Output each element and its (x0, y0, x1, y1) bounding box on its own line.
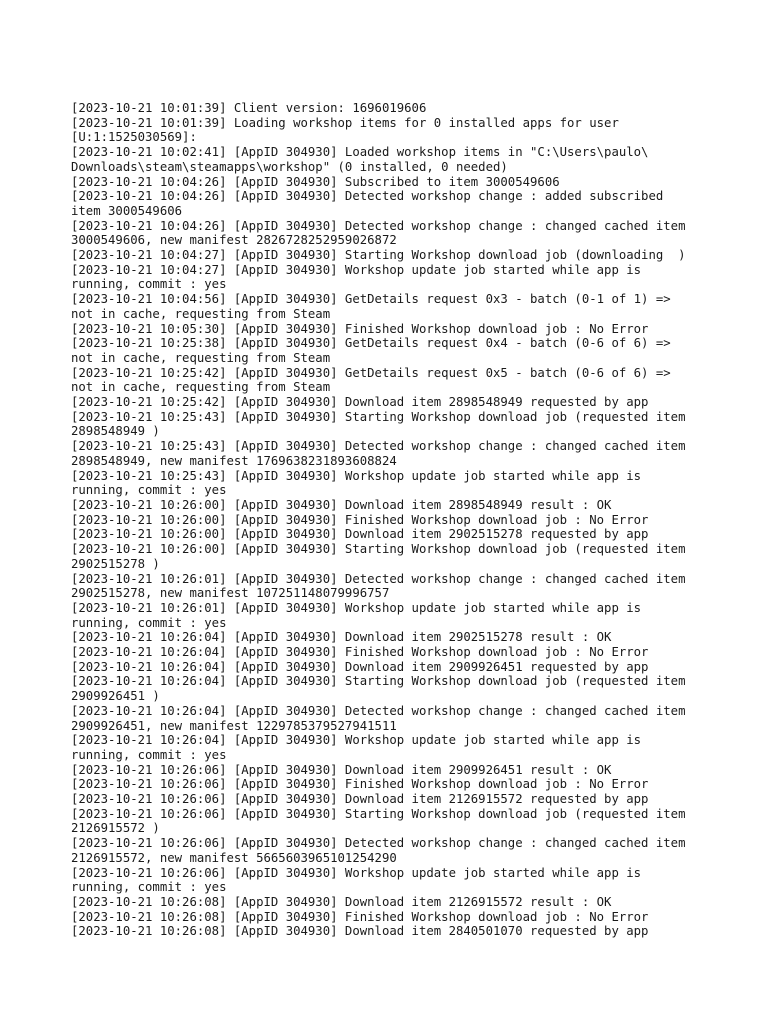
log-line: running, commit : yes (71, 277, 227, 292)
log-line: 2909926451, new manifest 1229785379527941511 (71, 718, 397, 733)
log-line: [2023-10-21 10:01:39] Loading workshop items for 0 installed apps for user (71, 115, 619, 130)
log-line: [2023-10-21 10:04:26] [AppID 304930] Subscribed to item 3000549606 (71, 174, 560, 189)
log-line: [2023-10-21 10:26:04] [AppID 304930] Download item 2909926451 requested by app (71, 659, 649, 674)
log-line: [2023-10-21 10:26:04] [AppID 304930] Download item 2902515278 result : OK (71, 630, 612, 645)
log-line: [2023-10-21 10:26:06] [AppID 304930] Download item 2126915572 requested by app (71, 792, 649, 807)
log-line: [2023-10-21 10:26:06] [AppID 304930] Finished Workshop download job : No Error (71, 777, 649, 792)
log-line: [2023-10-21 10:26:00] [AppID 304930] Starting Workshop download job (requested item (71, 542, 686, 557)
log-line: 2898548949, new manifest 1769638231893608824 (71, 453, 397, 468)
log-line: 2126915572, new manifest 5665603965101254290 (71, 850, 397, 865)
log-line: not in cache, requesting from Steam (71, 380, 331, 395)
log-line: running, commit : yes (71, 747, 227, 762)
log-line: [2023-10-21 10:25:42] [AppID 304930] GetDetails request 0x5 - batch (0-6 of 6) => (71, 365, 671, 380)
log-line: [2023-10-21 10:25:42] [AppID 304930] Download item 2898548949 requested by app (71, 395, 649, 410)
log-line: [2023-10-21 10:26:04] [AppID 304930] Detected workshop change : changed cached item (71, 703, 686, 718)
log-line: [2023-10-21 10:26:08] [AppID 304930] Download item 2840501070 requested by app (71, 924, 649, 939)
log-line: [2023-10-21 10:26:00] [AppID 304930] Finished Workshop download job : No Error (71, 512, 649, 527)
log-line: [2023-10-21 10:26:00] [AppID 304930] Download item 2898548949 result : OK (71, 497, 612, 512)
log-line: [2023-10-21 10:26:06] [AppID 304930] Download item 2909926451 result : OK (71, 762, 612, 777)
log-line: [2023-10-21 10:26:04] [AppID 304930] Finished Workshop download job : No Error (71, 645, 649, 660)
log-line: [2023-10-21 10:04:27] [AppID 304930] Starting Workshop download job (downloading ) (71, 248, 686, 263)
log-line: [2023-10-21 10:26:06] [AppID 304930] Workshop update job started while app is (71, 865, 642, 880)
log-line: [2023-10-21 10:02:41] [AppID 304930] Loaded workshop items in "C:\Users\paulo\ (71, 145, 649, 160)
log-line: [2023-10-21 10:26:04] [AppID 304930] Starting Workshop download job (requested item (71, 674, 686, 689)
log-line: 2909926451 ) (71, 689, 160, 704)
log-line: [2023-10-21 10:04:26] [AppID 304930] Detected workshop change : changed cached item (71, 218, 686, 233)
log-line: 2898548949 ) (71, 424, 160, 439)
log-line: [2023-10-21 10:25:43] [AppID 304930] Workshop update job started while app is (71, 468, 642, 483)
log-line: running, commit : yes (71, 615, 227, 630)
log-line: running, commit : yes (71, 880, 227, 895)
log-line: item 3000549606 (71, 203, 183, 218)
log-line: not in cache, requesting from Steam (71, 350, 331, 365)
log-line: [2023-10-21 10:26:04] [AppID 304930] Workshop update job started while app is (71, 733, 642, 748)
log-line: 2126915572 ) (71, 821, 160, 836)
log-line: Downloads\steam\steamapps\workshop" (0 installed, 0 needed) (71, 159, 508, 174)
log-line: [2023-10-21 10:26:06] [AppID 304930] Detected workshop change : changed cached item (71, 836, 686, 851)
log-line: 2902515278, new manifest 1072511480799967​57 (71, 586, 390, 601)
log-line: [2023-10-21 10:26:08] [AppID 304930] Finished Workshop download job : No Error (71, 909, 649, 924)
log-text-block (71, 101, 711, 939)
log-line: [2023-10-21 10:04:26] [AppID 304930] Detected workshop change : added subscribed (71, 189, 664, 204)
log-line: [2023-10-21 10:05:30] [AppID 304930] Finished Workshop download job : No Error (71, 321, 649, 336)
log-line: [2023-10-21 10:25:38] [AppID 304930] GetDetails request 0x4 - batch (0-6 of 6) => (71, 336, 671, 351)
log-line: [2023-10-21 10:25:43] [AppID 304930] Starting Workshop download job (requested item (71, 409, 686, 424)
log-line: not in cache, requesting from Steam (71, 306, 331, 321)
log-line: 3000549606, new manifest 2826728252959026872 (71, 233, 397, 248)
log-line: [2023-10-21 10:26:08] [AppID 304930] Download item 2126915572 result : OK (71, 894, 612, 909)
log-line: [2023-10-21 10:01:39] Client version: 1696019606 (71, 101, 427, 115)
log-line: [2023-10-21 10:26:00] [AppID 304930] Download item 2902515278 requested by app (71, 527, 649, 542)
log-line: [2023-10-21 10:04:56] [AppID 304930] GetDetails request 0x3 - batch (0-1 of 1) => (71, 292, 671, 307)
log-line: [2023-10-21 10:25:43] [AppID 304930] Detected workshop change : changed cached item (71, 439, 686, 454)
log-line: [2023-10-21 10:26:01] [AppID 304930] Workshop update job started while app is (71, 600, 642, 615)
log-line: [2023-10-21 10:26:06] [AppID 304930] Starting Workshop download job (requested item (71, 806, 686, 821)
log-line: 2902515278 ) (71, 556, 160, 571)
log-line: [2023-10-21 10:04:27] [AppID 304930] Workshop update job started while app is (71, 262, 642, 277)
log-line: running, commit : yes (71, 483, 227, 498)
log-line: [U:1:1525030569]: (71, 130, 197, 145)
log-line: [2023-10-21 10:26:01] [AppID 304930] Detected workshop change : changed cached item (71, 571, 686, 586)
